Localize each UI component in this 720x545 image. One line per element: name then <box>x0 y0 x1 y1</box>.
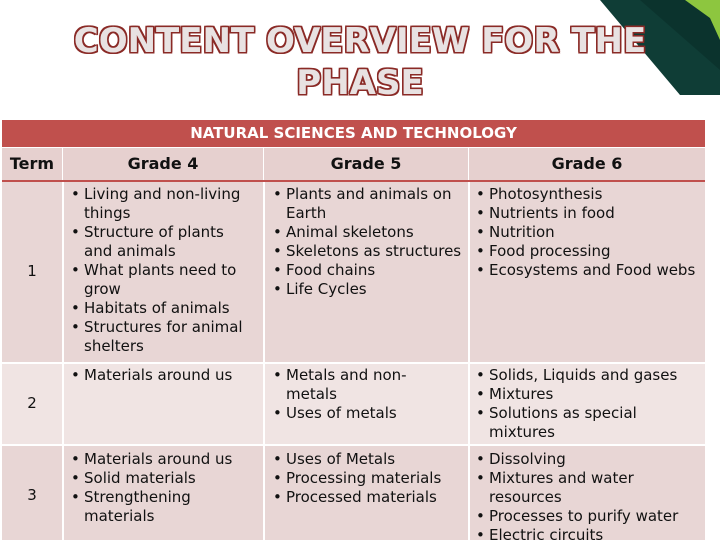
list-item: • Electric circuits <box>475 526 703 545</box>
list-item: • Food processing <box>475 242 703 261</box>
list-item: • What plants need to grow <box>70 261 252 299</box>
list-item: • Solids, Liquids and gases <box>475 366 703 385</box>
column-divider <box>468 182 470 540</box>
header-grade-6: Grade 6 <box>551 154 623 173</box>
list-item: • Habitats of animals <box>70 299 252 318</box>
list-item: • Plants and animals on Earth <box>272 185 464 223</box>
list-item: • Materials around us <box>70 450 252 469</box>
list-item: • Solutions as special mixtures <box>475 404 703 442</box>
list-item: • Mixtures <box>475 385 703 404</box>
list-item: • Animal skeletons <box>272 223 464 242</box>
grade-5-topics <box>272 185 464 299</box>
list-item: • Structures for animal shelters <box>70 318 252 356</box>
table-row-term-3 <box>2 446 705 544</box>
grade-6-topics <box>475 366 703 442</box>
list-item: • Photosynthesis <box>475 185 703 204</box>
list-item: • Nutrition <box>475 223 703 242</box>
slide-title <box>0 20 720 104</box>
list-item: • Processes to purify water <box>475 507 703 526</box>
slide-title-line-1: CONTENT OVERVIEW FOR THE <box>73 21 647 61</box>
list-item: • Living and non-living things <box>70 185 252 223</box>
content-table <box>2 148 705 544</box>
subject-label: NATURAL SCIENCES AND TECHNOLOGY <box>190 124 517 142</box>
term-cell: 3 <box>27 486 37 504</box>
term-cell: 1 <box>27 262 37 280</box>
table-row-term-1 <box>2 182 705 362</box>
table-header <box>2 148 705 182</box>
list-item: • Skeletons as structures <box>272 242 464 261</box>
table-row-term-2 <box>2 364 705 444</box>
list-item: • Life Cycles <box>272 280 464 299</box>
list-item: • Strengthening materials <box>70 488 252 526</box>
list-item: • Nutrients in food <box>475 204 703 223</box>
list-item: • Solid materials <box>70 469 252 488</box>
term-cell: 2 <box>27 394 37 412</box>
list-item: • Metals and non-metals <box>272 366 442 404</box>
list-item: • Mixtures and water resources <box>475 469 703 507</box>
header-term: Term <box>9 154 55 173</box>
list-item: • Structure of plants and animals <box>70 223 252 261</box>
grade-5-topics <box>272 366 442 423</box>
column-divider <box>62 182 64 540</box>
list-item: • Uses of metals <box>272 404 442 423</box>
list-item: • Ecosystems and Food webs <box>475 261 703 280</box>
list-item: • Processing materials <box>272 469 464 488</box>
list-item: • Uses of Metals <box>272 450 464 469</box>
list-item: • Processed materials <box>272 488 464 507</box>
header-grade-5: Grade 5 <box>330 154 402 173</box>
list-item: • Dissolving <box>475 450 703 469</box>
grade-6-topics <box>475 450 703 545</box>
list-item: • Food chains <box>272 261 464 280</box>
list-item: • Materials around us <box>70 366 252 385</box>
grade-4-topics <box>70 366 252 385</box>
grade-4-topics <box>70 185 252 356</box>
subject-banner <box>2 118 705 147</box>
column-divider <box>263 182 265 540</box>
grade-4-topics <box>70 450 252 526</box>
slide-title-line-2: PHASE <box>296 63 424 103</box>
grade-6-topics <box>475 185 703 280</box>
grade-5-topics <box>272 450 464 507</box>
header-grade-4: Grade 4 <box>127 154 199 173</box>
